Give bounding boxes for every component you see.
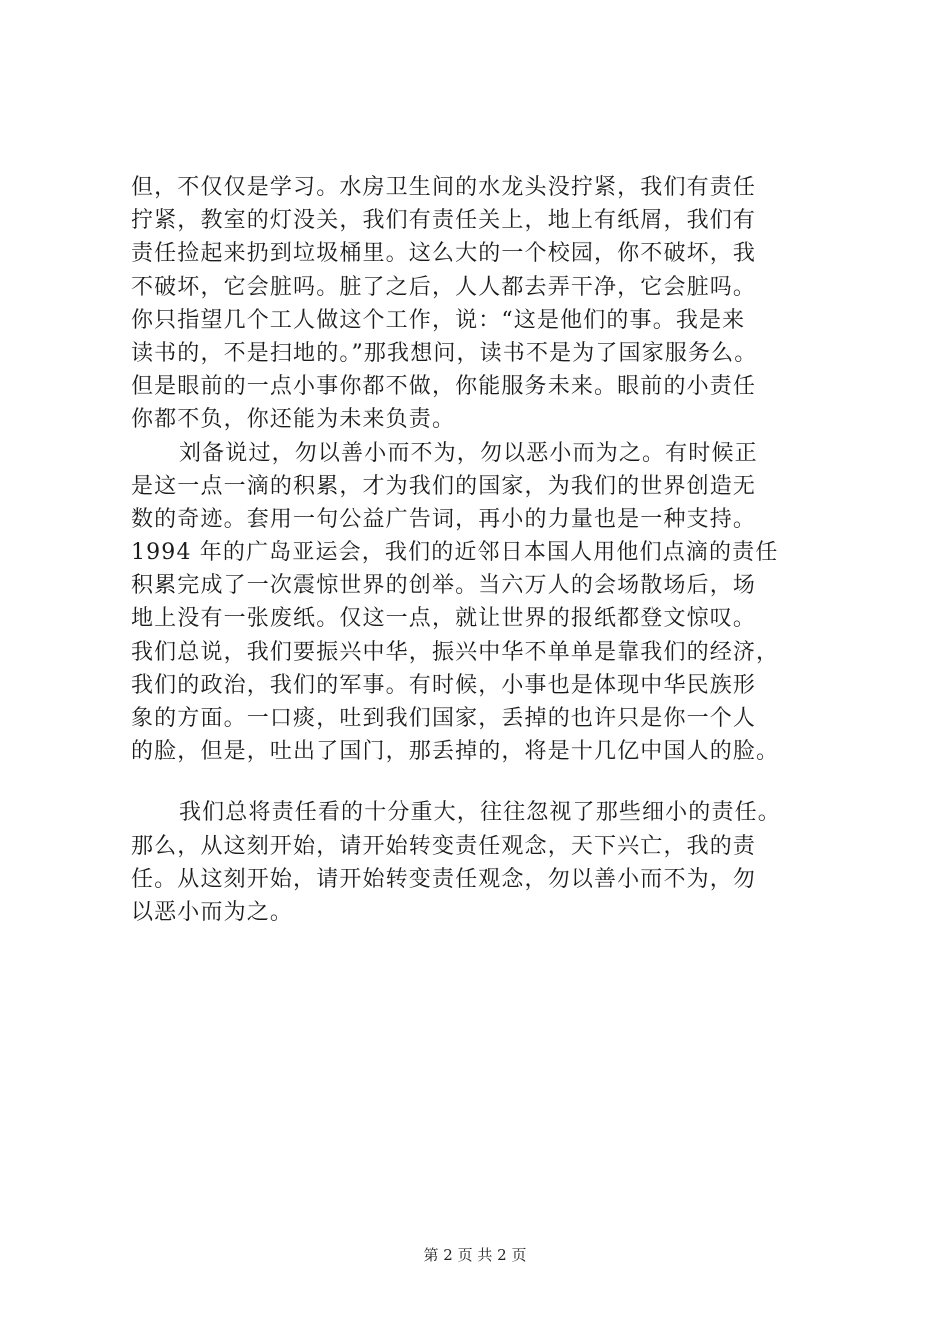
text-line: 但是眼前的一点小事你都不做，你能服务未来。眼前的小责任 xyxy=(131,374,757,400)
text-line: 拧紧，教室的灯没关，我们有责任关上，地上有纸屑，我们有 xyxy=(131,208,757,234)
text-line: 我们的政治，我们的军事。有时候，小事也是体现中华民族形 xyxy=(131,672,757,698)
text-line: 象的方面。一口痰，吐到我们国家，丢掉的也许只是你一个人 xyxy=(131,706,757,731)
text-line: 我们总将责任看的十分重大，往往忽视了那些细小的责任。 xyxy=(179,800,781,826)
text-line: 刘备说过，勿以善小而不为，勿以恶小而为之。有时候正 xyxy=(179,440,758,466)
body-text xyxy=(131,171,851,929)
text-line: 以恶小而为之。 xyxy=(131,899,294,925)
text-line: 不破坏，它会脏吗。脏了之后，人人都去弄干净，它会脏吗。 xyxy=(131,274,757,300)
text-line: 是这一点一滴的积累，才为我们的国家，为我们的世界创造无 xyxy=(131,473,757,499)
text-line: 数的奇迹。套用一句公益广告词，再小的力量也是一种支持。 xyxy=(131,506,757,532)
text-line: 读书的，不是扫地的。”那我想问，读书不是为了国家服务么。 xyxy=(131,340,758,366)
text-line: 任。从这刻开始，请开始转变责任观念，勿以善小而不为，勿 xyxy=(131,866,757,892)
text-line: 你只指望几个工人做这个工作，说：“这是他们的事。我是来 xyxy=(131,307,746,333)
text-line: 的脸，但是，吐出了国门，那丢掉的，将是十几亿中国人的脸。 xyxy=(131,739,780,765)
text-line: 你都不负，你还能为未来负责。 xyxy=(131,407,456,433)
paragraph-1 xyxy=(131,171,851,437)
text-line: 那么，从这刻开始，请开始转变责任观念，天下兴亡，我的责 xyxy=(131,833,757,859)
text-line: 我们总说，我们要振兴中华，振兴中华不单单是靠我们的经济， xyxy=(131,639,780,665)
page-footer xyxy=(0,1244,950,1265)
paragraph-3 xyxy=(131,796,851,929)
text-line: 1994 年的广岛亚运会，我们的近邻日本国人用他们点滴的责任 xyxy=(131,540,779,566)
text-line: 但，不仅仅是学习。水房卫生间的水龙头没拧紧，我们有责任 xyxy=(131,175,757,200)
page-number-label: 第 2 页 共 2 页 xyxy=(423,1246,527,1264)
paragraph-gap xyxy=(131,768,851,796)
paragraph-2 xyxy=(131,437,851,769)
text-line: 积累完成了一次震惊世界的创举。当六万人的会场散场后，场 xyxy=(131,573,757,599)
text-line: 地上没有一张废纸。仅这一点，就让世界的报纸都登文惊叹。 xyxy=(131,606,757,632)
text-line: 责任捡起来扔到垃圾桶里。这么大的一个校园，你不破坏，我 xyxy=(131,241,757,267)
